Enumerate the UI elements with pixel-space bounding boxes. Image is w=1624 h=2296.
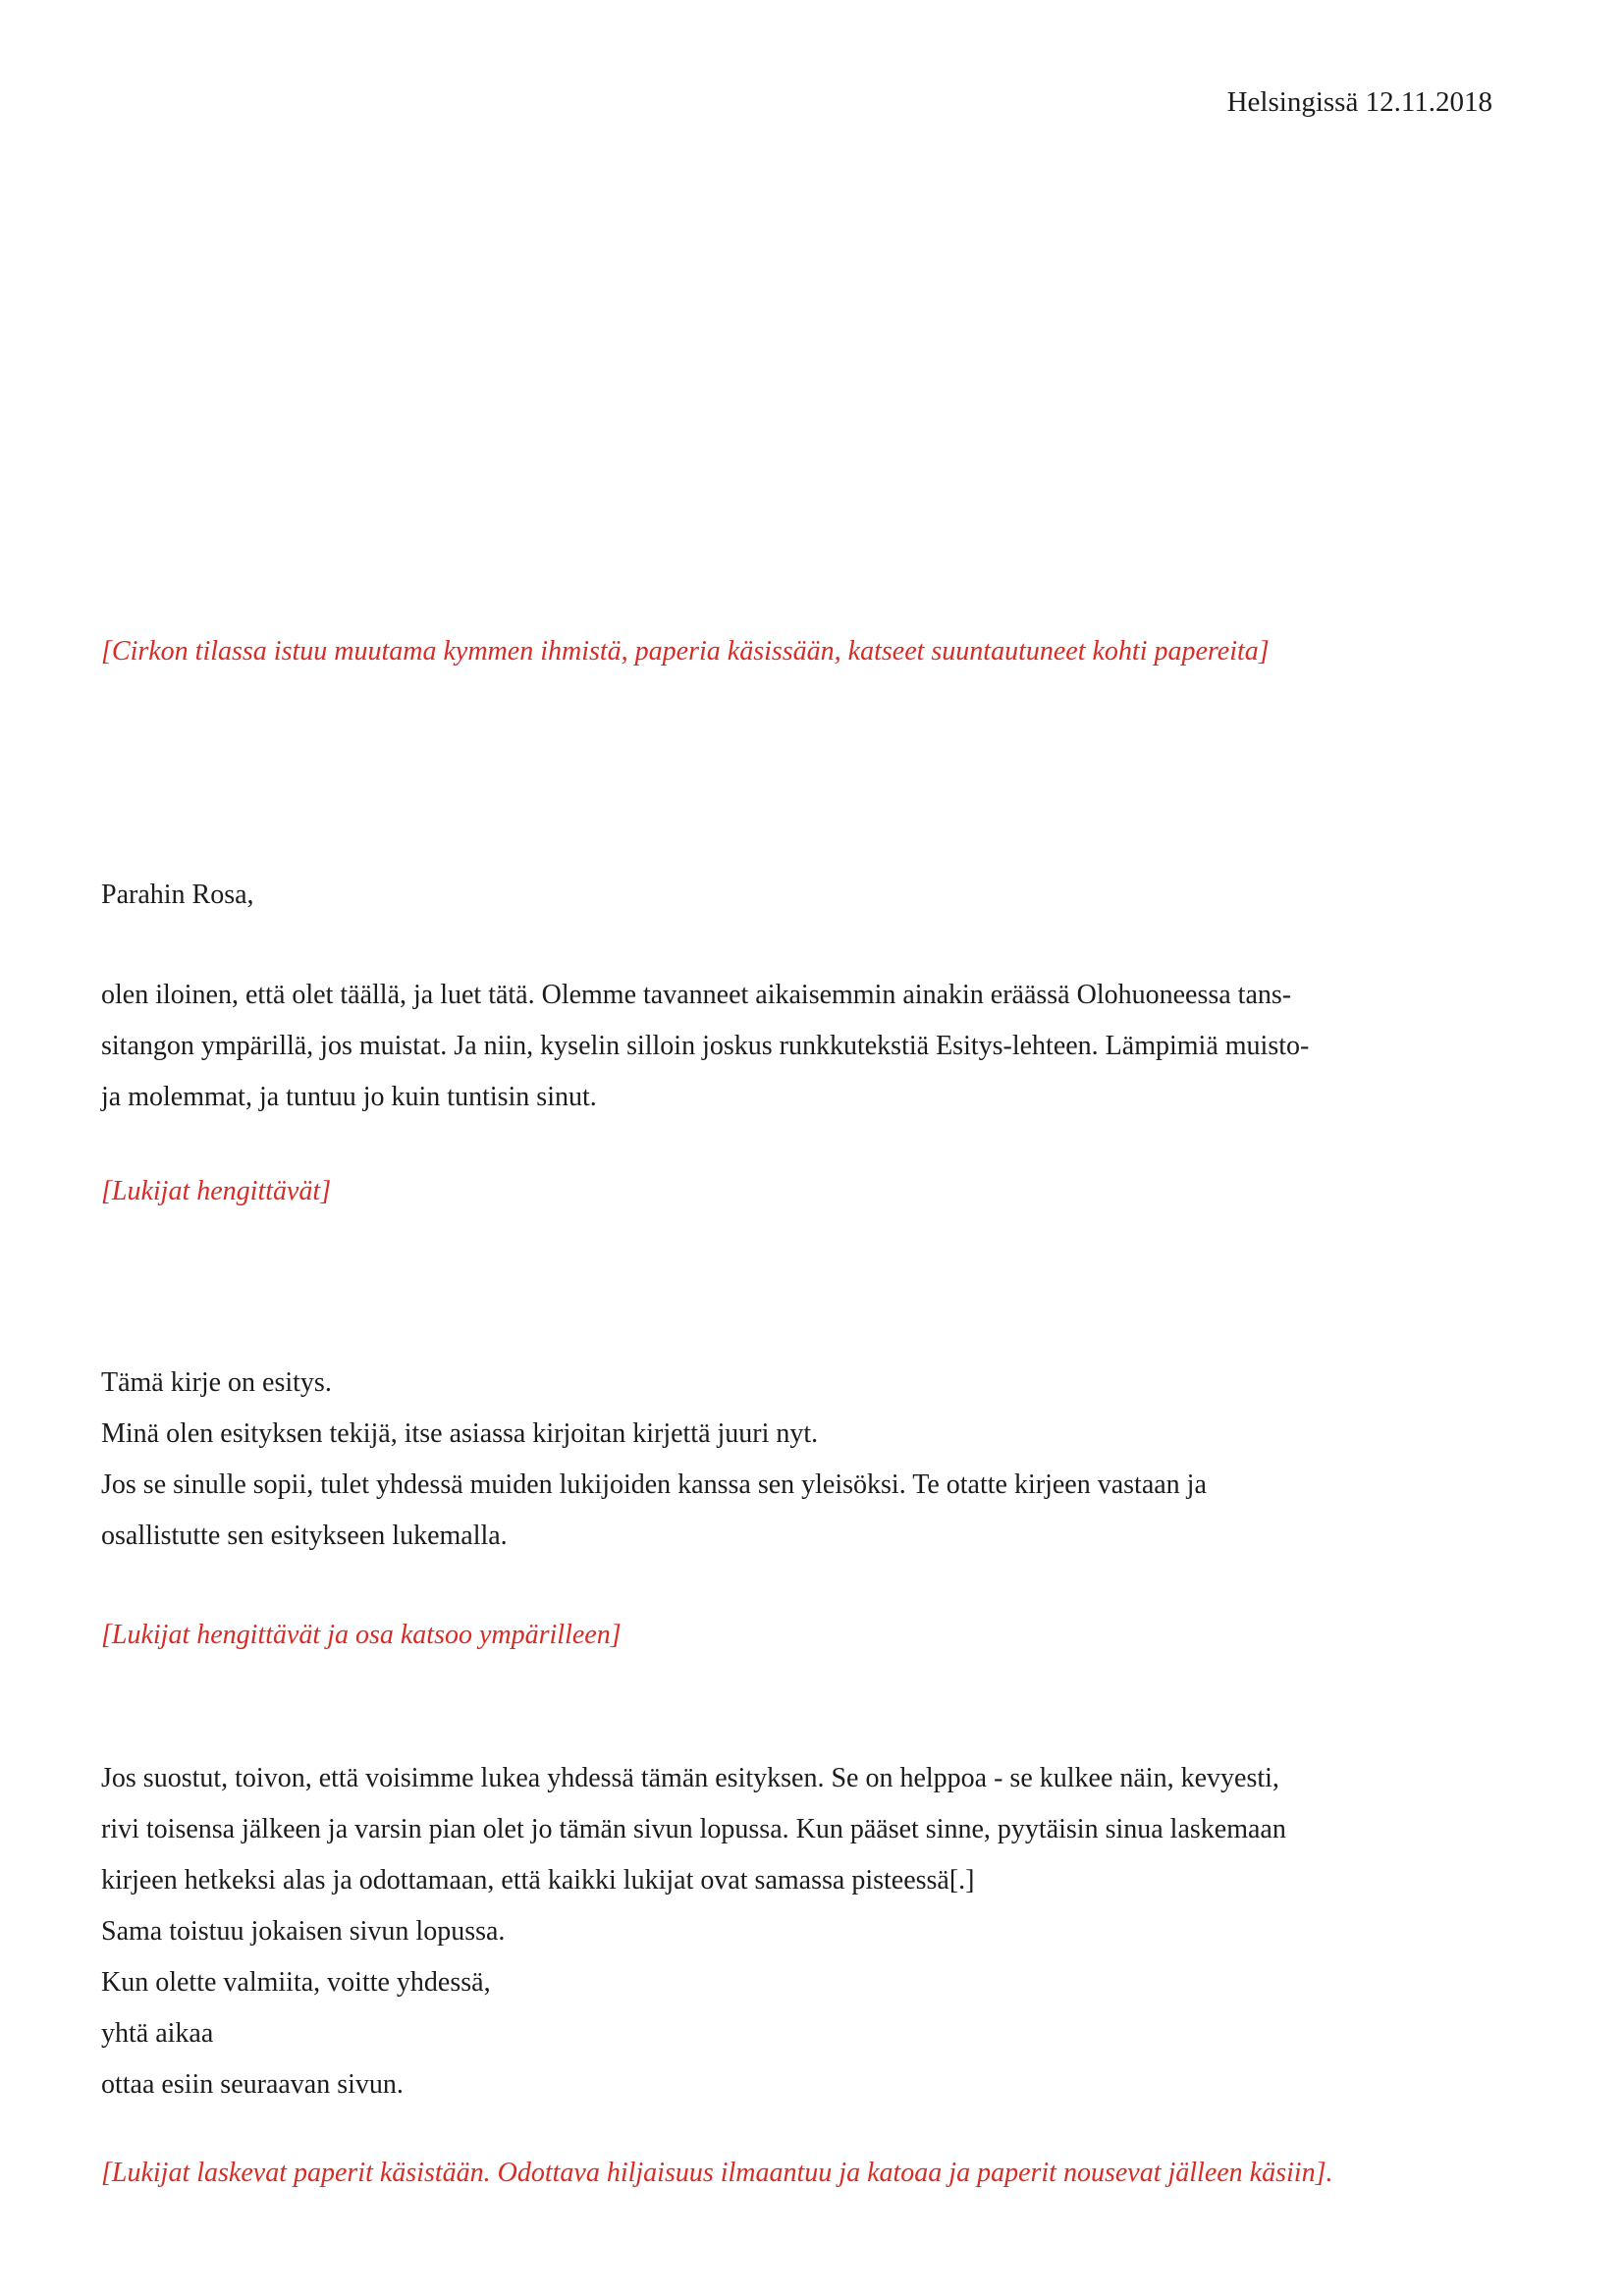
text-line: Jos se sinulle sopii, tulet yhdessä muiden lukijoiden kanssa sen yleisöksi. Te otatte kirjeen vastaan ja [101, 1469, 1207, 1500]
text-line: Tämä kirje on esitys. [101, 1367, 332, 1398]
text-line: Jos suostut, toivon, että voisimme lukea yhdessä tämän esityksen. Se on helppoa - se kulkee näin, kevyesti, [101, 1763, 1279, 1793]
paragraph-3 [101, 1753, 1492, 2110]
text-line: yhtä aikaa [101, 2018, 214, 2049]
text-line: kirjeen hetkeksi alas ja odottamaan, että kaikki lukijat ovat samassa pisteessä[.] [101, 1865, 975, 1896]
text-line: ottaa esiin seuraavan sivun. [101, 2069, 404, 2100]
text-line: olen iloinen, että olet täällä, ja luet tätä. Olemme tavanneet aikaisemmin ainakin eräässä Olohuoneessa tans- [101, 980, 1292, 1010]
text-line: rivi toisensa jälkeen ja varsin pian olet jo tämän sivun lopussa. Kun pääset sinne, pyytäisin sinua laskemaan [101, 1814, 1286, 1844]
text-line: Minä olen esityksen tekijä, itse asiassa kirjoitan kirjettä juuri nyt. [101, 1418, 819, 1449]
paragraph-1 [101, 970, 1492, 1123]
text-line: ja molemmat, ja tuntuu jo kuin tuntisin sinut. [101, 1082, 597, 1112]
stage-direction-opening: [Cirkon tilassa istuu muutama kymmen ihmistä, paperia käsissään, katseet suuntautuneet kohti papereita] [101, 636, 1270, 667]
text-line: osallistutte sen esitykseen lukemalla. [101, 1521, 508, 1551]
text-line: sitangon ympärillä, jos muistat. Ja niin, kyselin silloin joskus runkkutekstiä Esitys-lehteen. Lämpimiä muisto- [101, 1031, 1310, 1061]
stage-direction-readers-look-around: [Lukijat hengittävät ja osa katsoo ympärilleen] [101, 1620, 622, 1650]
stage-direction-closing: [Lukijat laskevat paperit käsistään. Odottava hiljaisuus ilmaantuu ja katoaa ja paperit nousevat jälleen käsiin]. [101, 2158, 1333, 2188]
dateline: Helsingissä 12.11.2018 [1226, 86, 1492, 118]
text-line: Sama toistuu jokaisen sivun lopussa. [101, 1916, 506, 1947]
stage-direction-readers-breathe: [Lukijat hengittävät] [101, 1176, 332, 1206]
text-line: Kun olette valmiita, voitte yhdessä, [101, 1967, 491, 1998]
salutation: Parahin Rosa, [101, 880, 254, 910]
paragraph-2 [101, 1358, 1492, 1562]
